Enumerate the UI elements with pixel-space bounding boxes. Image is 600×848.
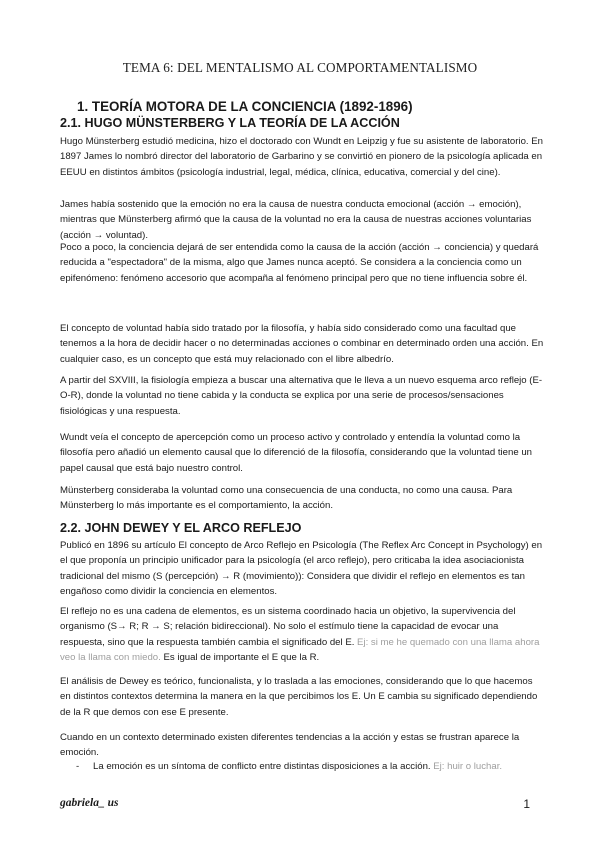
paragraph: Poco a poco, la conciencia dejará de ser entendida como la causa de la acción (acción → conciencia) y quedará reducida a "espectadora" de la misma, algo que James nunca aceptó. Se considera a la conciencia como un epifenómeno: fenómeno accesorio que acompaña al fenómeno principal pero que no tiene influencia sobre él. (60, 242, 539, 284)
section-heading: 1. TEORÍA MOTORA DE LA CONCIENCIA (1892-1896) (77, 99, 413, 114)
example-text: Ej: huir o luchar. (433, 761, 503, 772)
paragraph: Cuando en un contexto determinado existen diferentes tendencias a la acción y estas se frustran aparece la emoción. (60, 732, 520, 759)
paragraph: A partir del SXVIII, la fisiología empieza a buscar una alternativa que le lleva a un nuevo esquema arco reflejo (E-O-R), donde la voluntad no tiene cabida y la conducta se explica por una serie de procesos/sensaciones fisiológicas y una respuesta. (60, 375, 543, 417)
paragraph: Wundt veía el concepto de apercepción como un proceso activo y controlado y entendía la voluntad como la filosofía pero añadió un elemento causal que lo diferenció de la filosofía, considerando que la voluntad tiene un papel causal que está bajo nuestro control. (60, 432, 533, 474)
paragraph: Publicó en 1896 su artículo El concepto de Arco Reflejo en Psicología (The Reflex Arc Concept in Psychology) en el que proponía un principio unificador para la psicología (el arco reflejo), pero criticaba la idea asociacionista tradicional del mismo (S (percepción) → R (movimiento)): Considera que dividir el reflejo en elementos es tan engañoso como dividir la conciencia en elementos. (60, 540, 543, 597)
paragraph-reflex (60, 604, 544, 665)
paragraph-text: Es igual de importante el E que la R. (160, 651, 320, 663)
document-title: TEMA 6: DEL MENTALISMO AL COMPORTAMENTALISMO (122, 60, 478, 75)
paragraph: James había sostenido que la emoción no era la causa de nuestra conducta emocional (acción → emoción), mientras que Münsterberg afirmó que la causa de la voluntad no era la causa de nuestras acciones voluntarias (acción → voluntad). (60, 199, 532, 241)
subsection-heading-munsterberg: 2.1. HUGO MÜNSTERBERG Y LA TEORÍA DE LA ACCIÓN (60, 116, 400, 130)
paragraph: Hugo Münsterberg estudió medicina, hizo el doctorado con Wundt en Leipzig y fue su asistente de laboratorio. En 1897 James lo nombró director del laboratorio de Garbarino y se convirtió en pionero de la psicología aplicada en EEUU en distintos ámbitos (psicología industrial, legal, médica, clínica, educativa, comercial y del cine). (60, 136, 543, 178)
subsection-heading-dewey: 2.2. JOHN DEWEY Y EL ARCO REFLEJO (60, 521, 302, 535)
paragraph: El concepto de voluntad había sido tratado por la filosofía, y había sido considerado como una facultad que tenemos a la hora de decidir hacer o no determinadas acciones o combinar en determinado orden una acción. En cualquier caso, es un concepto que está muy relacionado con el libre albedrío. (60, 323, 544, 365)
bullet-dash: - (76, 761, 80, 772)
paragraph-text: El reflejo no es una cadena de elementos, es un sistema coordinado hacia un objetivo, la supervivencia del organismo (S→ R; R → S; relación bidireccional). No solo el estímulo tiene la capacidad de evocar una respuesta, sino que la respuesta también cambia el significado del E. (60, 606, 516, 648)
example-text: Ej: si me he quemado con una llama ahora veo la llama con miedo. (60, 636, 540, 663)
paragraph: El análisis de Dewey es teórico, funcionalista, y lo traslada a las emociones, considerando que lo que hacemos en distintos contextos determina la manera en la que percibimos los E. Un E cambia su significado dependiendo de la R que demos con ese E presente. (60, 676, 538, 718)
paragraph: Münsterberg consideraba la voluntad como una consecuencia de una conducta, no como una causa. Para Münsterberg lo más importante es el comportamiento, la acción. (60, 485, 513, 512)
bullet-item (76, 759, 546, 774)
author-signature: gabriela_ us (60, 797, 119, 809)
page-number: 1 (523, 797, 530, 811)
bullet-text: La emoción es un síntoma de conflicto entre distintas disposiciones a la acción. (93, 761, 434, 772)
